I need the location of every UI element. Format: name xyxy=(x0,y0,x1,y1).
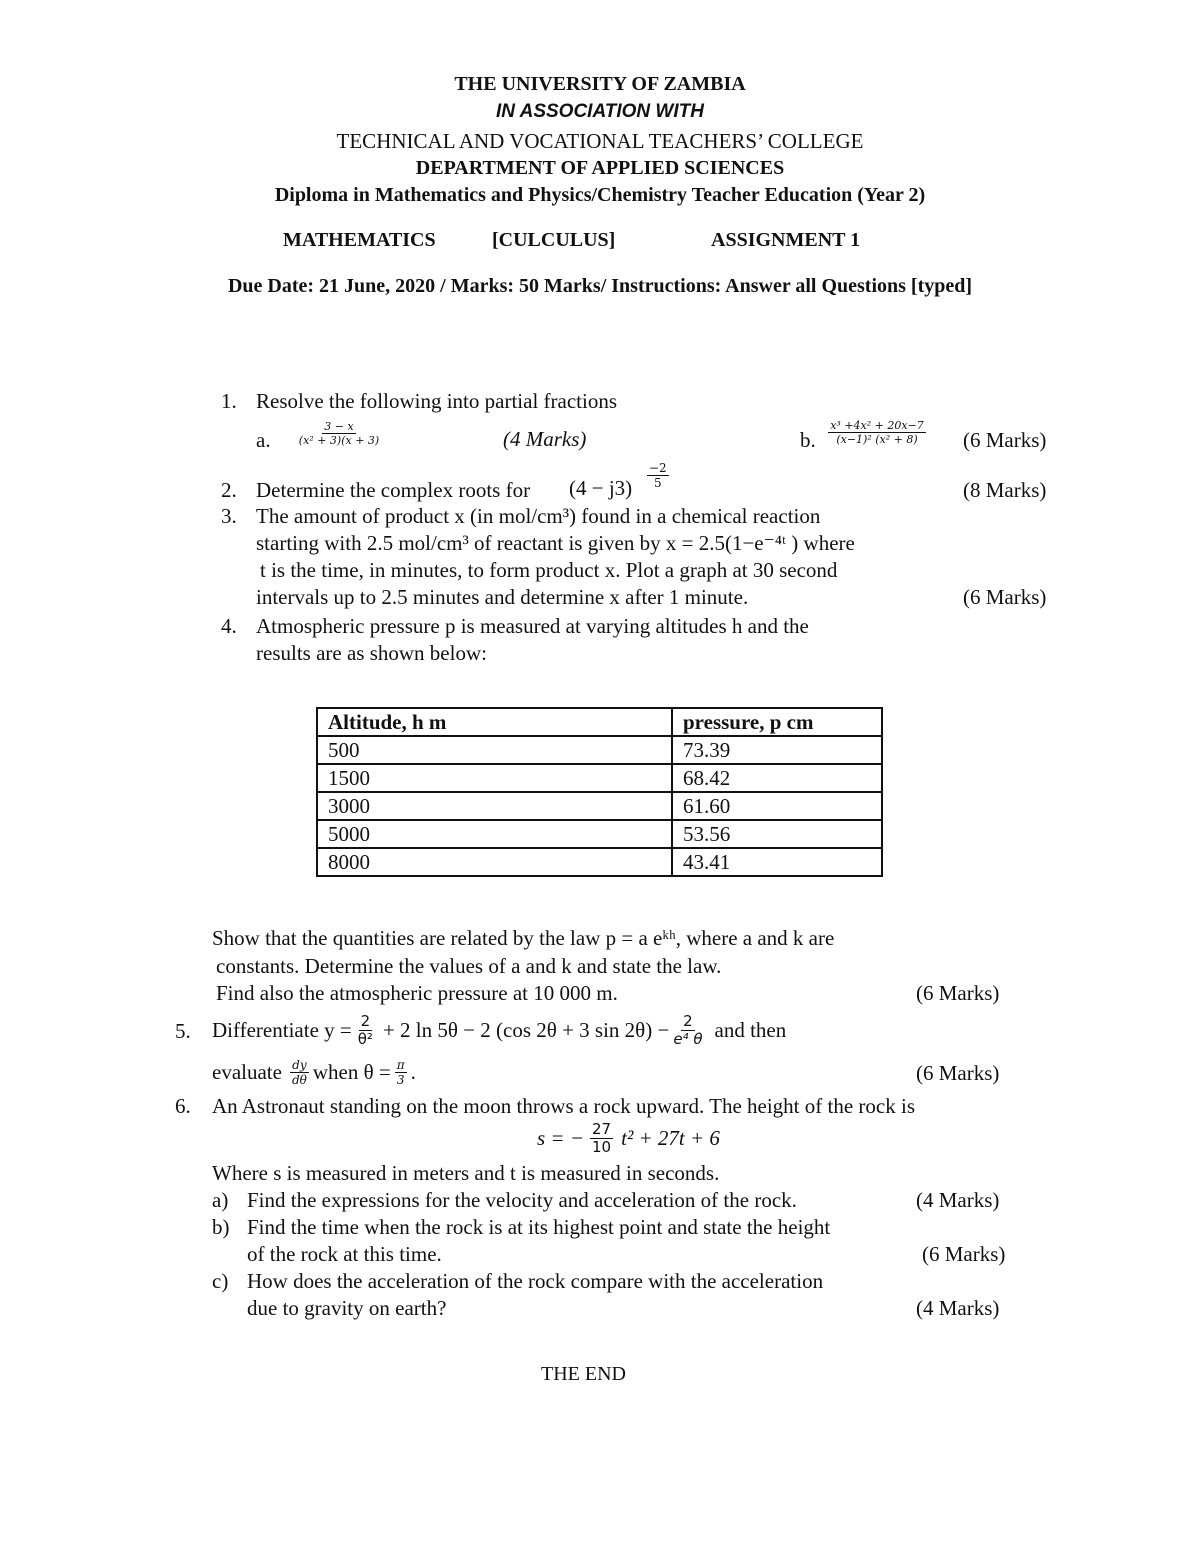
q1b-denominator: (x−1)² (x² + 8) xyxy=(836,433,918,446)
q5-fraction1-denominator: θ² xyxy=(357,1029,373,1048)
q3-marks: (6 Marks) xyxy=(963,585,1047,609)
course-label: [CULCULUS] xyxy=(492,229,616,251)
q5-tail: and then xyxy=(714,1017,787,1042)
q6c-label: c) xyxy=(212,1269,229,1293)
q4-after-line3: Find also the atmospheric pressure at 10 000 m. xyxy=(216,981,618,1005)
q6a-label: a) xyxy=(212,1188,229,1212)
table-header-pressure: pressure, p cm xyxy=(672,708,882,736)
q1a-label: a. xyxy=(256,428,271,452)
subject-label: MATHEMATICS xyxy=(283,229,436,251)
q5-lead: Differentiate y = xyxy=(212,1017,352,1042)
q2-exponent-denominator: 5 xyxy=(654,476,662,490)
q1-text: Resolve the following into partial fractions xyxy=(256,389,617,413)
q5-expression xyxy=(212,1004,786,1056)
table-cell-pressure: 43.41 xyxy=(672,848,882,876)
q5-fraction2-numerator: 2 xyxy=(683,1011,693,1030)
q6a-marks: (4 Marks) xyxy=(916,1188,1000,1212)
q5-fraction2-denominator: e⁴ θ xyxy=(673,1029,703,1048)
table-row xyxy=(317,764,882,792)
q1a-numerator: 3 − x xyxy=(324,420,354,433)
q2-marks: (8 Marks) xyxy=(963,478,1047,502)
q3-line1: The amount of product x (in mol/cm³) found in a chemical reaction xyxy=(256,504,821,528)
q5-evaluate-word: evaluate xyxy=(212,1059,282,1084)
q4-after-line1: Show that the quantities are related by the law p = a eᵏʰ, where a and k are xyxy=(212,926,835,950)
q1b-label: b. xyxy=(800,428,816,452)
q1a-fraction xyxy=(284,421,394,446)
q4-line1: Atmospheric pressure p is measured at varying altitudes h and the xyxy=(256,614,809,638)
altitude-pressure-table xyxy=(316,707,883,877)
q6-equation-denominator: 10 xyxy=(592,1137,612,1156)
q5-marks: (6 Marks) xyxy=(916,1061,1000,1085)
q6b-text-line1: Find the time when the rock is at its highest point and state the height xyxy=(247,1215,831,1239)
q4-after-line2: constants. Determine the values of a and k and state the law. xyxy=(216,954,722,978)
q1a-denominator: (x² + 3)(x + 3) xyxy=(298,434,380,447)
q2-expression: (4 − j3) xyxy=(569,476,633,500)
q6b-label: b) xyxy=(212,1215,230,1239)
q6-number: 6. xyxy=(175,1094,191,1118)
q3-number: 3. xyxy=(221,504,237,528)
q6-equation-lead: s = − xyxy=(537,1125,585,1150)
q2-exponent xyxy=(644,462,672,489)
table-row xyxy=(317,792,882,820)
the-end-label: THE END xyxy=(541,1363,626,1385)
q5-period: . xyxy=(410,1059,416,1084)
assignment-label: ASSIGNMENT 1 xyxy=(711,229,861,251)
q6-equation-numerator: 27 xyxy=(592,1119,612,1138)
due-date-line: Due Date: 21 June, 2020 / Marks: 50 Marks/ Instructions: Answer all Questions [typed] xyxy=(227,275,973,297)
q6c-text-line2: due to gravity on earth? xyxy=(247,1296,447,1320)
q6c-marks: (4 Marks) xyxy=(916,1296,1000,1320)
table-header-altitude: Altitude, h m xyxy=(317,708,672,736)
table-cell-altitude: 8000 xyxy=(317,848,672,876)
table-cell-altitude: 3000 xyxy=(317,792,672,820)
university-title: THE UNIVERSITY OF ZAMBIA xyxy=(454,73,746,95)
department-title: DEPARTMENT OF APPLIED SCIENCES xyxy=(415,157,785,179)
table-cell-pressure: 61.60 xyxy=(672,792,882,820)
q4-marks: (6 Marks) xyxy=(916,981,1000,1005)
q6-equation-tail: t² + 27t + 6 xyxy=(621,1125,720,1150)
programme-title: Diploma in Mathematics and Physics/Chemistry Teacher Education (Year 2) xyxy=(274,184,926,206)
table-cell-pressure: 68.42 xyxy=(672,764,882,792)
q6b-text-line2: of the rock at this time. xyxy=(247,1242,442,1266)
q1b-marks: (6 Marks) xyxy=(963,428,1047,452)
table-row xyxy=(317,848,882,876)
q3-line4: intervals up to 2.5 minutes and determine x after 1 minute. xyxy=(256,585,749,609)
q5-pi-denominator: 3 xyxy=(396,1072,405,1087)
q6-equation xyxy=(537,1116,720,1160)
association-line: IN ASSOCIATION WITH xyxy=(496,101,704,122)
table-cell-pressure: 53.56 xyxy=(672,820,882,848)
q6c-text-line1: How does the acceleration of the rock compare with the acceleration xyxy=(247,1269,824,1293)
q5-fraction1-numerator: 2 xyxy=(360,1011,371,1030)
q5-derivative-denominator: dθ xyxy=(291,1072,307,1087)
q4-number: 4. xyxy=(221,614,237,638)
q1-number: 1. xyxy=(221,389,237,413)
table-cell-altitude: 500 xyxy=(317,736,672,764)
table-row xyxy=(317,736,882,764)
q6-where-line: Where s is measured in meters and t is measured in seconds. xyxy=(212,1161,720,1185)
q1a-marks: (4 Marks) xyxy=(503,427,587,451)
q5-evaluate-line xyxy=(212,1052,416,1092)
q1b-numerator: x³ +4x² + 20x−7 xyxy=(830,419,924,432)
q5-number: 5. xyxy=(175,1019,191,1043)
college-title: TECHNICAL AND VOCATIONAL TEACHERS’ COLLEGE xyxy=(336,129,864,153)
q6-text: An Astronaut standing on the moon throws a rock upward. The height of the rock is xyxy=(212,1094,915,1118)
q2-exponent-numerator: −2 xyxy=(649,461,667,475)
q3-line2: starting with 2.5 mol/cm³ of reactant is given by x = 2.5(1−e⁻⁴ᵗ ) where xyxy=(256,531,855,555)
q1b-fraction xyxy=(816,420,938,445)
q6b-marks: (6 Marks) xyxy=(922,1242,1006,1266)
q5-pi-numerator: π xyxy=(396,1057,405,1072)
table-cell-altitude: 1500 xyxy=(317,764,672,792)
q2-text: Determine the complex roots for xyxy=(256,478,531,502)
table-row xyxy=(317,820,882,848)
table-cell-pressure: 73.39 xyxy=(672,736,882,764)
q5-when: when θ = xyxy=(312,1059,391,1084)
q5-middle-terms: + 2 ln 5θ − 2 (cos 2θ + 3 sin 2θ) − xyxy=(382,1017,670,1042)
q3-line3: t is the time, in minutes, to form product x. Plot a graph at 30 second xyxy=(260,558,838,582)
q6a-text: Find the expressions for the velocity and acceleration of the rock. xyxy=(247,1188,797,1212)
q2-number: 2. xyxy=(221,478,237,502)
q5-derivative-numerator: dy xyxy=(292,1057,307,1072)
table-header-row xyxy=(317,708,882,736)
table-cell-altitude: 5000 xyxy=(317,820,672,848)
q4-line2: results are as shown below: xyxy=(256,641,487,665)
